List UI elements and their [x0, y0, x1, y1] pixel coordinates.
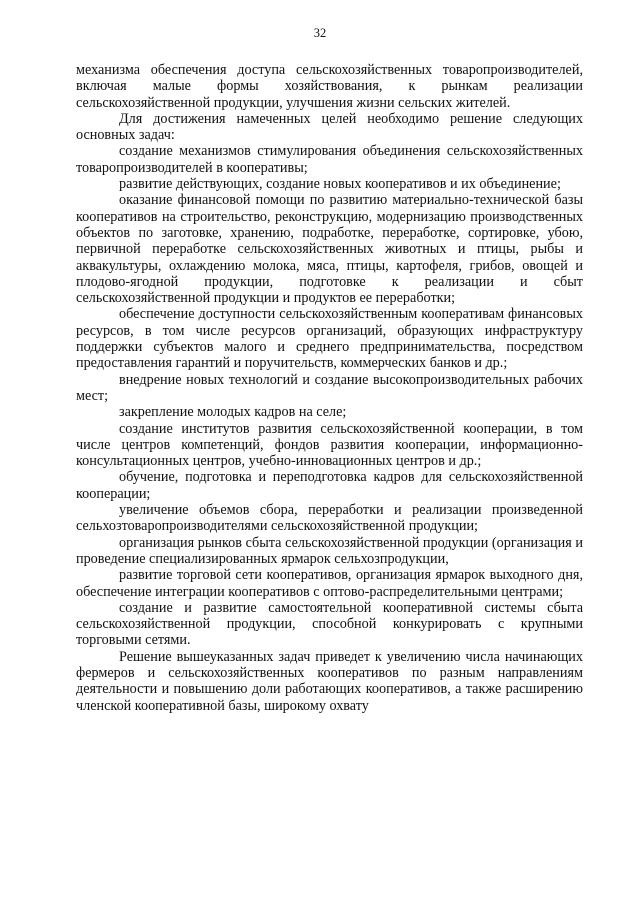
page-number: 32 — [313, 26, 327, 40]
paragraph-task-training: обучение, подготовка и переподготовка кадров для сельскохозяйственной кооперации; — [76, 469, 583, 502]
paragraph-outcome: Решение вышеуказанных задач приведет к увеличению числа начинающих фермеров и сельскохозяйственных кооперативов по разным направлениям деятельности и повышению доли работающих кооперативов, а также расширению членской кооперативной базы, широкому охвату — [76, 648, 583, 714]
paragraph-task-financial-resources: обеспечение доступности сельскохозяйственным кооперативам финансовых ресурсов, в том числе ресурсов организаций, образующих инфраструктуру поддержки субъектов малого и среднего предпринимательства, посредством предоставления гарантий и поручительств, коммерческих банков и др.; — [76, 306, 583, 372]
paragraph-task-development-institutions: создание институтов развития сельскохозяйственной кооперации, в том числе центров компетенций, фондов развития кооперации, информационно-консультационных центров, учебно-инновационных центров и др.; — [76, 420, 583, 470]
paragraph-task-new-technologies: внедрение новых технологий и создание высокопроизводительных рабочих мест; — [76, 371, 583, 404]
paragraph-task-trade-network: развитие торговой сети кооперативов, организация ярмарок выходного дня, обеспечение интеграции кооперативов с оптово-распределительными центрами; — [76, 567, 583, 600]
paragraph-task-sales-markets: организация рынков сбыта сельскохозяйственной продукции (организация и проведение специализированных ярмарок сельхозпродукции, — [76, 534, 583, 567]
paragraph-task-young-personnel: закрепление молодых кадров на селе; — [119, 404, 347, 421]
body-text — [76, 62, 583, 714]
paragraph-task-sales-system: создание и развитие самостоятельной кооперативной системы сбыта сельскохозяйственной продукции, способной конкурировать с крупными торговыми сетями. — [76, 599, 583, 649]
paragraph-task-incentive-mechanisms: создание механизмов стимулирования объединения сельскохозяйственных товаропроизводителей в кооперативы; — [76, 143, 583, 176]
paragraph-intro-continuation: механизма обеспечения доступа сельскохозяйственных товаропроизводителей, включая малые формы хозяйствования, к рынкам реализации сельскохозяйственной продукции, улучшения жизни сельских жителей. — [76, 62, 583, 111]
paragraph-task-increase-volumes: увеличение объемов сбора, переработки и реализации произведенной сельхозтоваропроизводителями сельскохозяйственной продукции; — [76, 502, 583, 535]
paragraph-task-development-cooperatives: развитие действующих, создание новых кооперативов и их объединение; — [119, 176, 561, 193]
paragraph-task-financial-assistance: оказание финансовой помощи по развитию материально-технической базы кооперативов на строительство, реконструкцию, модернизацию производственных объектов по заготовке, хранению, подработке, переработке, сортировке, убою, первичной переработке сельскохозяйственных животных и птицы, рыбы и аквакультуры, охлаждению молока, мяса, птицы, картофеля, грибов, овощей и плодово-ягодной продукции, подготовке к реализации и сбыт сельскохозяйственной продукции и продуктов ее переработки; — [76, 192, 583, 307]
paragraph-tasks-intro: Для достижения намеченных целей необходимо решение следующих основных задач: — [76, 110, 583, 144]
